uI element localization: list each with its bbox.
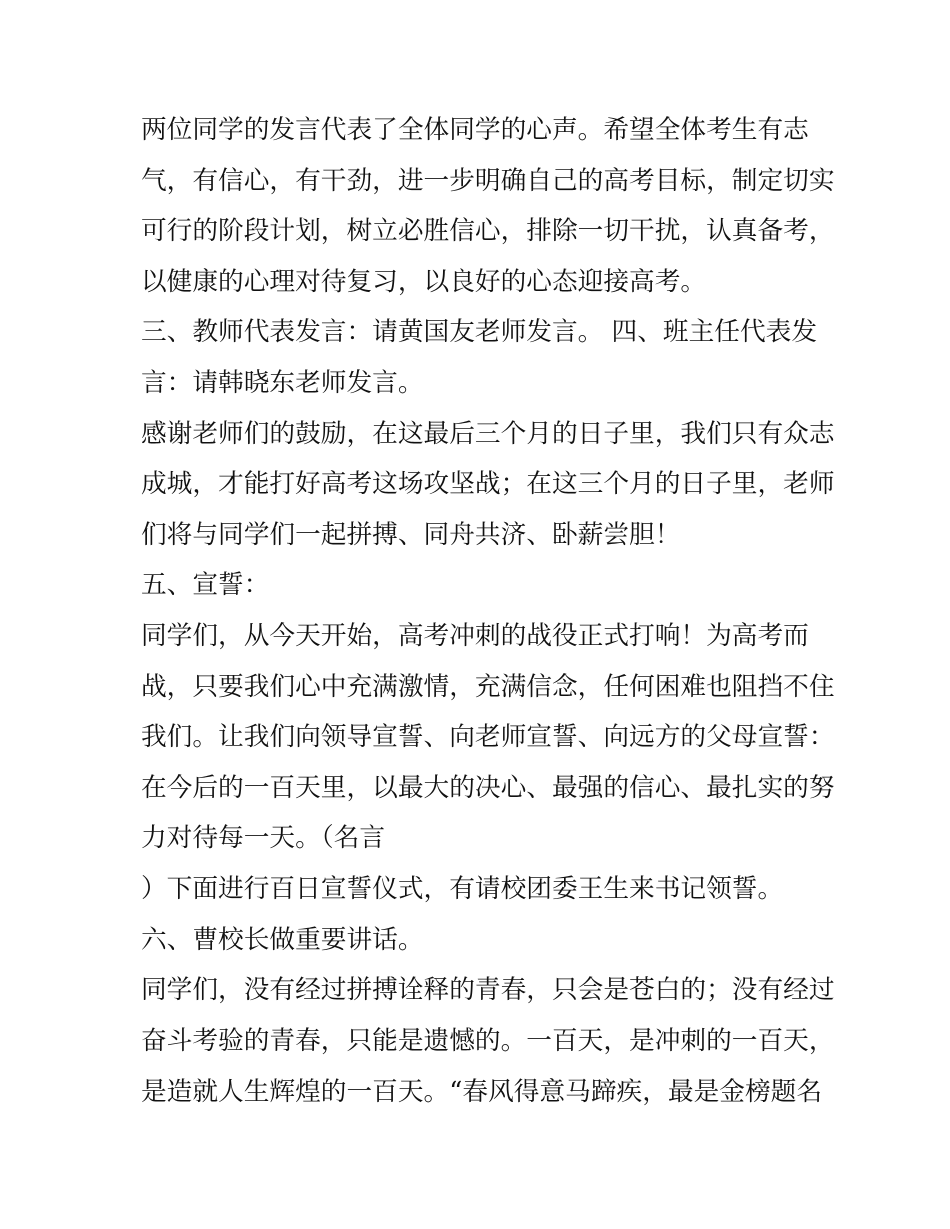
text-line: 同学们，从今天开始，高考冲刺的战役正式打响！为高考而: [141, 621, 809, 651]
text-line: 力对待每一天。（名言: [141, 823, 386, 853]
text-line: 奋斗考验的青春，只能是遗憾的。一百天，是冲刺的一百天，: [141, 1026, 835, 1056]
text-line: 以健康的心理对待复习，以良好的心态迎接高考。: [141, 267, 707, 297]
text-line: 在今后的一百天里，以最大的决心、最强的信心、最扎实的努: [141, 773, 835, 803]
text-line: 们将与同学们一起拼搏、同舟共济、卧薪尝胆！: [141, 520, 681, 550]
text-line: 是造就人生辉煌的一百天。“春风得意马蹄疾，最是金榜题名: [141, 1077, 823, 1107]
text-line: 气，有信心，有干劲，进一步明确自己的高考目标，制定切实: [141, 166, 835, 196]
text-line: 可行的阶段计划，树立必胜信心，排除一切干扰，认真备考，: [141, 216, 835, 246]
section-heading-line: 五、宣誓：: [141, 570, 270, 600]
section-heading-line: 六、曹校长做重要讲话。: [141, 925, 424, 955]
text-line: 言：请韩晓东老师发言。: [141, 368, 424, 398]
section-heading-line: 三、教师代表发言：请黄国友老师发言。 四、班主任代表发: [141, 317, 818, 347]
text-line: 成城，才能打好高考这场攻坚战；在这三个月的日子里，老师: [141, 469, 835, 499]
text-line: 感谢老师们的鼓励，在这最后三个月的日子里，我们只有众志: [141, 419, 835, 449]
text-line: 战，只要我们心中充满激情，充满信念，任何困难也阻挡不住: [141, 672, 835, 702]
text-line: 我们。让我们向领导宣誓、向老师宣誓、向远方的父母宣誓：: [141, 722, 835, 752]
text-line: ）下面进行百日宣誓仪式，有请校团委王生来书记领誓。: [141, 874, 784, 904]
text-line: 两位同学的发言代表了全体同学的心声。希望全体考生有志: [141, 115, 809, 145]
text-line: 同学们，没有经过拼搏诠释的青春，只会是苍白的；没有经过: [141, 975, 835, 1005]
